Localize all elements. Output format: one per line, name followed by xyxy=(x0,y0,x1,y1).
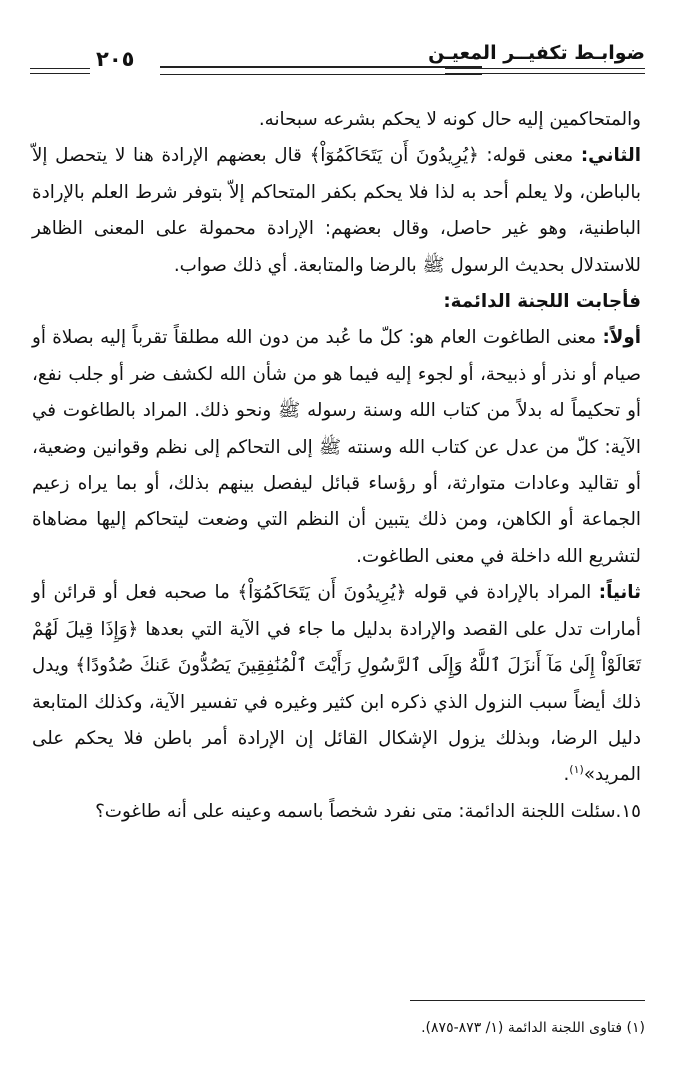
paragraph-1: والمتحاكمين إليه حال كونه لا يحكم بشرعه سبحانه. xyxy=(258,109,641,130)
footnote-ref[interactable]: (١) xyxy=(569,763,584,777)
page-number: ٢٠٥ xyxy=(96,47,135,71)
label-secondly: ثانياً: xyxy=(598,582,642,604)
page-header xyxy=(30,40,645,80)
label-second: الثاني: xyxy=(580,145,641,167)
quran-verse: ﴿يُرِيدُونَ أَن يَتَحَاكَمُوٓاْ﴾ xyxy=(237,582,407,604)
footnote-divider xyxy=(410,1000,645,1001)
quran-verse-long: ﴿وَإِذَا قِيلَ لَهُمْ تَعَالَوْاْ إِلَىٰ مَآ أَنزَلَ ٱللَّهُ وَإِلَى ٱلرَّسُولِ رَأَيْتَ ٱلْمُنَٰفِقِينَ يَصُدُّونَ عَنكَ صُدُودًا﴾ xyxy=(32,618,641,677)
paragraph-5: ١٥.سئلت اللجنة الدائمة: متى نفرد شخصاً باسمه وعينه على أنه طاغوت؟ xyxy=(95,800,641,822)
paragraph-3: أولاً: معنى الطاغوت العام هو: كلّ ما عُبد من دون الله مطلقاً تقرباً إليه بصلاة أو صيام أو نذر أو ذبيحة، أو لجوء إليه فيما هو من شأن الله لكشف ضر أو جلب نفع، أو تحكيماً له بدلاً من كتاب الله وسنة رسوله ﷺ ونحو ذلك. المراد بالطاغوت في الآية: كلّ من عدل عن كتاب الله وسنته ﷺ إلى التحاكم إلى نظم وقوانين وضعية، أو تقاليد وعادات متوارثة، أو رؤساء قبائل ليفصل بينهم بذلك، أو بما يراه زعيم الجماعة أو الكاهن، ومن ذلك يتبين أن النظم التي وضعت ليتحاكم إليها مضاهاة لتشريع الله داخلة في معنى الطاغوت. xyxy=(32,327,641,567)
running-title: ضوابـط تكفيــر المعيـن xyxy=(428,42,645,64)
section-heading: فأجابت اللجنة الدائمة: xyxy=(443,291,641,313)
paragraph-4: ثانياً: المراد بالإرادة في قوله ﴿يُرِيدُونَ أَن يَتَحَاكَمُوٓاْ﴾ ما صحبه فعل أو قرائن أو أمارات تدل على القصد والإرادة بدليل ما جاء في الآية التي بعدها ﴿وَإِذَا قِيلَ لَهُمْ تَعَالَوْاْ إِلَىٰ مَآ أَنزَلَ ٱللَّهُ وَإِلَى ٱلرَّسُولِ رَأَيْتَ ٱلْمُنَٰفِقِينَ يَصُدُّونَ عَنكَ صُدُودًا﴾ ويدل ذلك أيضاً سبب النزول الذي ذكره ابن كثير وغيره في تفسير الآية، وكذلك المتابعة دليل الرضا، وبذلك يزول الإشكال القائل إن الإرادة أمر باطن فلا يحكم على المريد»$^{(١)}$. xyxy=(32,582,642,786)
header-rule-middle xyxy=(160,66,482,75)
header-rule-left xyxy=(30,68,90,74)
quran-verse: ﴿يُرِيدُونَ أَن يَتَحَاكَمُوٓاْ﴾ xyxy=(309,145,479,167)
paragraph-2: الثاني: معنى قوله: ﴿يُرِيدُونَ أَن يَتَحَاكَمُوٓاْ﴾ قال بعضهم الإرادة هنا لا يتحصل إلاّ بالباطن، ولا يعلم أحد به لذا فلا يحكم بكفر المتحاكم إلاّ بتوفر شرط العلم بالإرادة الباطنية، وهو غير حاصل، وقال بعضهم: الإرادة محمولة على المعنى الظاهر للاستدلال بحديث الرسول ﷺ بالرضا والمتابعة. أي ذلك صواب. xyxy=(32,145,641,276)
body-text xyxy=(32,102,641,830)
footnote: (١) فتاوى اللجنة الدائمة (١/ ٨٧٣-٨٧٥). xyxy=(421,1020,645,1036)
label-first: أولاً: xyxy=(602,327,641,349)
